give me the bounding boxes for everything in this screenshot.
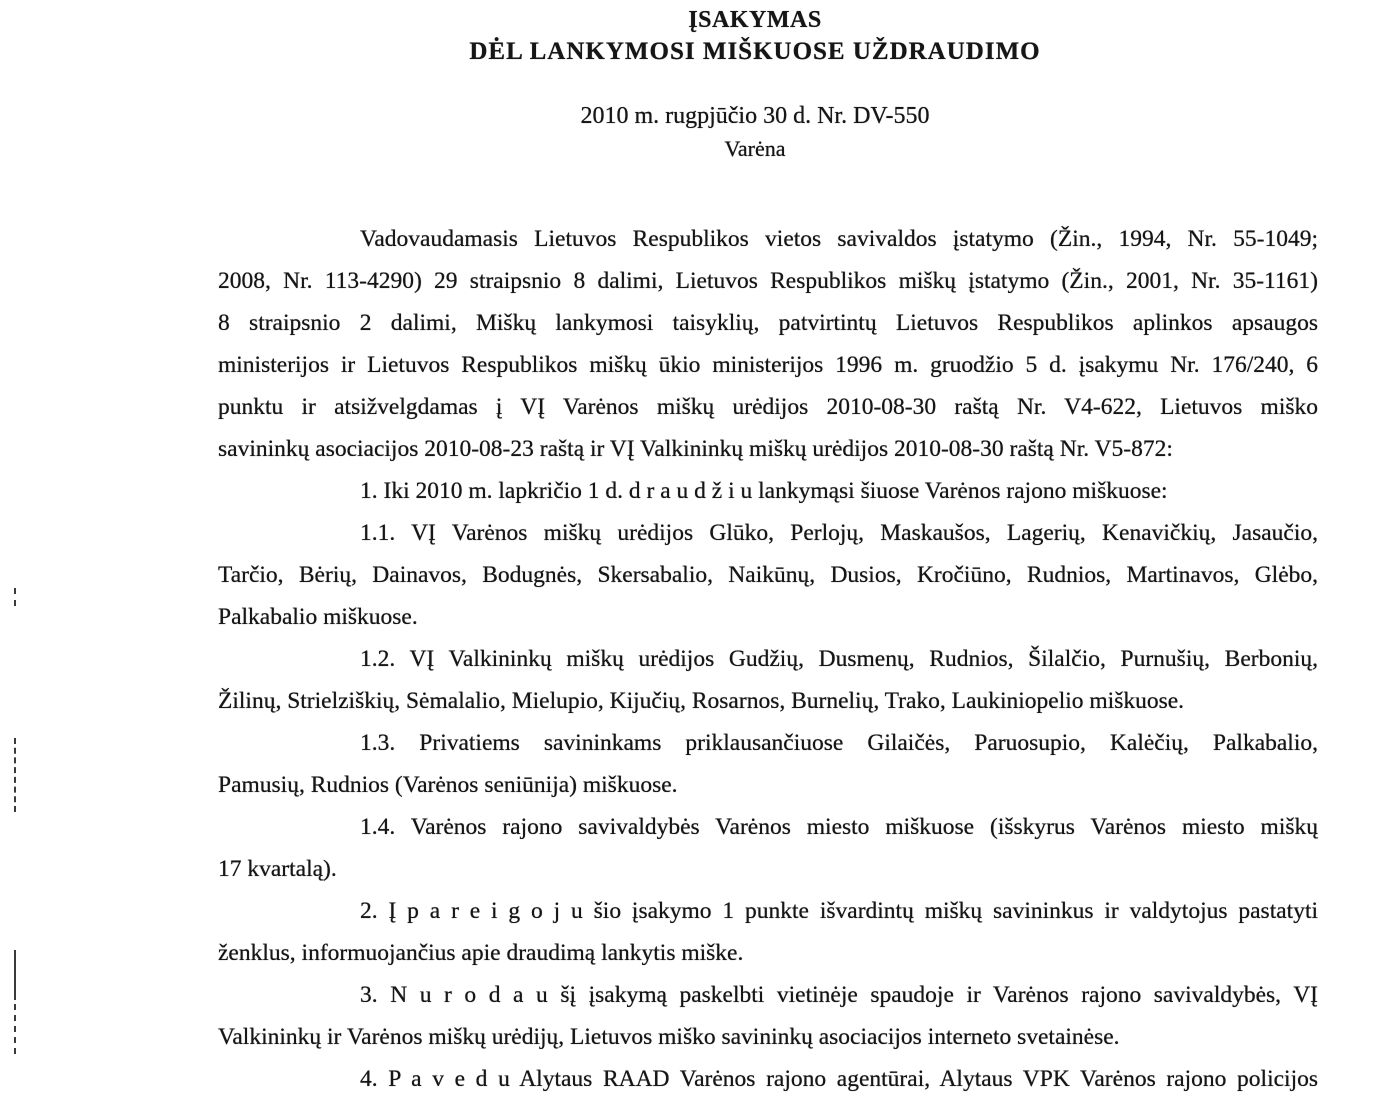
- margin-scan-mark: [14, 588, 16, 606]
- text-line: Palkabalio miškuose.: [218, 604, 418, 630]
- margin-scan-mark: [14, 1004, 16, 1054]
- text-line: 4. P a v e d u Alytaus RAAD Varėnos rajono agentūrai, Alytaus VPK Varėnos rajono policijos: [360, 1066, 1318, 1092]
- text-line: 1. Iki 2010 m. lapkričio 1 d. d r a u d ž i u lankymąsi šiuose Varėnos rajono miškuose:: [360, 478, 1168, 504]
- text-line: ministerijos ir Lietuvos Respublikos miškų ūkio ministerijos 1996 m. gruodžio 5 d. įsakymu Nr. 176/240, 6: [218, 352, 1318, 378]
- text-line: Valkininkų ir Varėnos miškų urėdijų, Lietuvos miško savininkų asociacijos interneto svetainėse.: [218, 1024, 1120, 1050]
- text-line: punktu ir atsižvelgdamas į VĮ Varėnos miškų urėdijos 2010-08-30 raštą Nr. V4-622, Lietuvos miško: [218, 394, 1318, 420]
- document-subtitle: DĖL LANKYMOSI MIŠKUOSE UŽDRAUDIMO: [469, 38, 1041, 65]
- clause-1-4: [218, 806, 1318, 890]
- text-line: Pamusių, Rudnios (Varėnos seniūnija) miškuose.: [218, 772, 678, 798]
- margin-scan-mark: [14, 738, 16, 812]
- text-line: 1.1. VĮ Varėnos miškų urėdijos Glūko, Perlojų, Maskaušos, Lagerių, Kenavičkių, Jasaučio,: [360, 520, 1318, 546]
- clause-2: [218, 890, 1318, 974]
- document-date-number: 2010 m. rugpjūčio 30 d. Nr. DV-550: [580, 103, 930, 129]
- text-line: Žilinų, Strielziškių, Sėmalalio, Mielupio, Kijučių, Rosarnos, Burnelių, Trako, Laukiniopelio miškuose.: [218, 688, 1185, 714]
- document-place: Varėna: [724, 136, 786, 161]
- text-line: 2. Į p a r e i g o j u šio įsakymo 1 punkte išvardintų miškų savininkus ir valdytojus pastatyti: [360, 898, 1318, 924]
- text-line: Vadovaudamasis Lietuvos Respublikos vietos savivaldos įstatymo (Žin., 1994, Nr. 55-1049;: [360, 226, 1318, 252]
- clause-1-1: [218, 512, 1318, 638]
- clause-1-3: [218, 722, 1318, 806]
- clause-3: [218, 974, 1318, 1058]
- text-line: 1.3. Privatiems savininkams priklausančiuose Gilaičės, Paruosupio, Kalėčių, Palkabalio,: [360, 730, 1318, 756]
- preamble-paragraph: [218, 218, 1318, 470]
- text-line: 17 kvartalą).: [218, 856, 337, 882]
- clause-1-2: [218, 638, 1318, 722]
- margin-scan-mark: [14, 950, 16, 1000]
- clause-1: [218, 470, 1318, 512]
- text-line: Tarčio, Bėrių, Dainavos, Bodugnės, Skersabalio, Naikūnų, Dusios, Kročiūno, Rudnios, Martinavos, Glėbo,: [218, 562, 1318, 588]
- clause-4: [218, 1058, 1318, 1100]
- text-line: 1.2. VĮ Valkininkų miškų urėdijos Gudžių, Dusmenų, Rudnios, Šilalčio, Purnušių, Berbonių,: [360, 646, 1318, 672]
- text-line: 3. N u r o d a u šį įsakymą paskelbti vietinėje spaudoje ir Varėnos rajono savivaldybės, VĮ: [360, 982, 1318, 1008]
- text-line: savininkų asociacijos 2010-08-23 raštą ir VĮ Valkininkų miškų urėdijos 2010-08-30 raštą Nr. V5-872:: [218, 436, 1173, 462]
- document-title: ĮSAKYMAS: [688, 7, 822, 33]
- text-line: 1.4. Varėnos rajono savivaldybės Varėnos miesto miškuose (išskyrus Varėnos miesto miškų: [360, 814, 1318, 840]
- text-line: 2008, Nr. 113-4290) 29 straipsnio 8 dalimi, Lietuvos Respublikos miškų įstatymo (Žin., 2001, Nr. 35-1161): [218, 268, 1318, 294]
- text-line: ženklus, informuojančius apie draudimą lankytis miške.: [218, 940, 744, 966]
- document-body: [218, 218, 1318, 1100]
- text-line: 8 straipsnio 2 dalimi, Miškų lankymosi taisyklių, patvirtintų Lietuvos Respublikos aplinkos apsaugos: [218, 310, 1318, 336]
